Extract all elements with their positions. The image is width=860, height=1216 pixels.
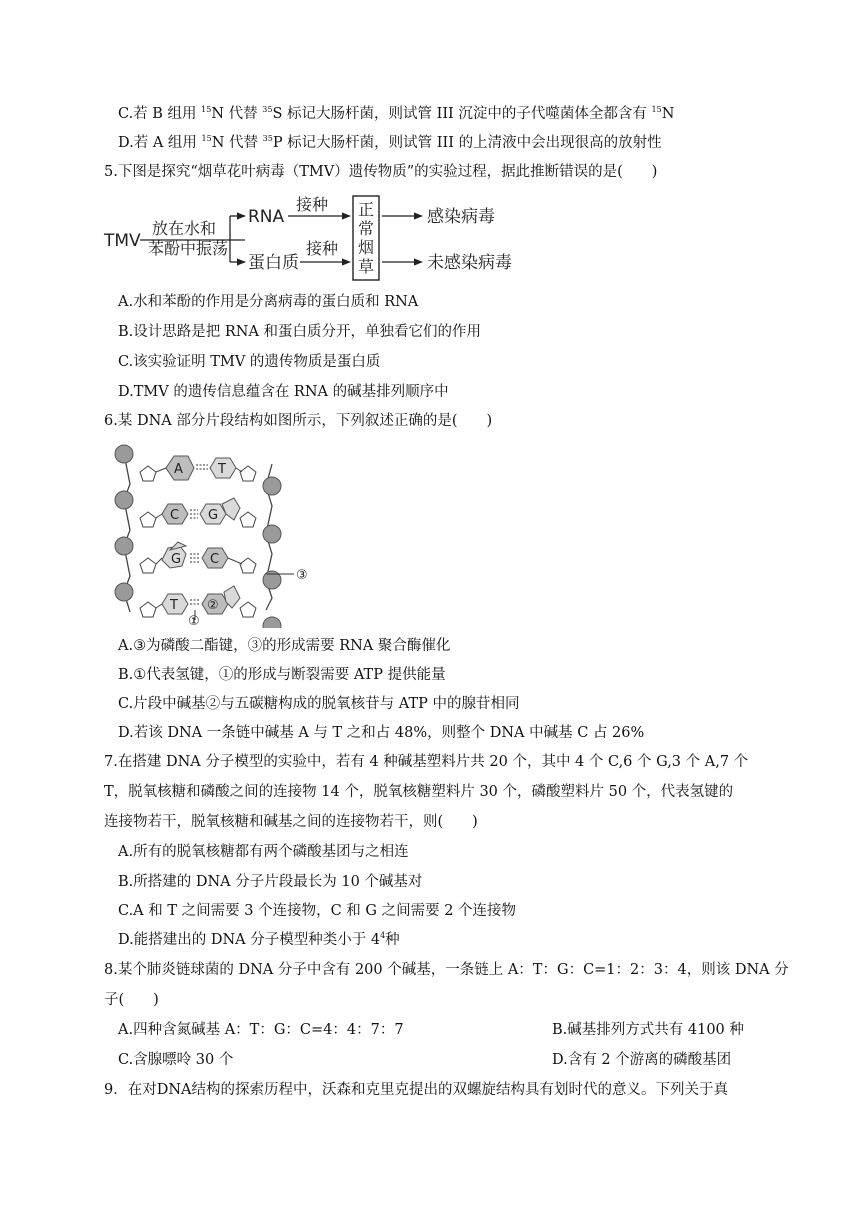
- result-bottom-label: 未感染病毒: [427, 253, 512, 273]
- q7-option-d: D.能搭建出的 DNA 分子模型种类小于 $4^4$种: [118, 931, 400, 948]
- process-text-1: 放在水和: [152, 219, 217, 238]
- q6-option-a: A.③为磷酸二酯键，③的形成需要 RNA 聚合酶催化: [118, 638, 451, 654]
- q5-option-b: B.设计思路是把 RNA 和蛋白质分开，单独看它们的作用: [118, 324, 482, 340]
- q5-option-a: A.水和苯酚的作用是分离病毒的蛋白质和 RNA: [118, 294, 419, 310]
- q7-stem-line-3: 连接物若干，脱氧核糖和碱基之间的连接物若干，则( ): [104, 814, 478, 830]
- protein-label: 蛋白质: [248, 253, 299, 273]
- tmv-label: TMV: [104, 231, 141, 251]
- label-1: ①: [188, 614, 200, 628]
- base-pair-2: [156, 498, 240, 524]
- plant-char-1: 正: [358, 200, 375, 219]
- plant-char-2: 常: [358, 219, 375, 238]
- rna-label: RNA: [248, 207, 285, 227]
- q8-stem-line-1: 8.某个肺炎链球菌的 DNA 分子中含有 200 个碱基，一条链上 A：T：G：C=1：2：3：4，则该 DNA 分: [104, 962, 789, 978]
- base-t-4: T: [170, 598, 178, 613]
- q5-option-c: C.该实验证明 TMV 的遗传物质是蛋白质: [118, 354, 381, 370]
- tmv-experiment-diagram: [100, 190, 520, 284]
- q6-stem: 6.某 DNA 部分片段结构如图所示，下列叙述正确的是( ): [104, 413, 493, 429]
- base-pair-3: [156, 542, 242, 568]
- q7-option-a: A.所有的脱氧核糖都有两个磷酸基团与之相连: [118, 844, 409, 860]
- plant-char-3: 烟: [358, 238, 375, 257]
- q7-option-c: C.A 和 T 之间需要 3 个连接物，C 和 G 之间需要 2 个连接物: [118, 903, 517, 919]
- q7-stem-line-1: 7.在搭建 DNA 分子模型的实验中，若有 4 种碱基塑料片共 20 个，其中 4 个 C,6 个 G,3 个 A,7 个: [104, 754, 749, 770]
- base-c-2: C: [170, 508, 180, 523]
- base-pair-1: [156, 456, 242, 480]
- q4-option-d: D.若 A 组用 $^{15}$N 代替 $^{35}$P 标记大肠杆菌，则试管 III 的上清液中会出现很高的放射性: [118, 134, 662, 151]
- plant-char-4: 草: [358, 257, 375, 276]
- base-g-2: G: [208, 508, 219, 523]
- q8-option-d: D.含有 2 个游离的磷酸基团: [552, 1052, 732, 1068]
- result-top-label: 感染病毒: [427, 207, 495, 227]
- base-a-1: A: [174, 462, 183, 477]
- q7-stem-line-2: T，脱氧核糖和磷酸之间的连接物 14 个，脱氧核糖塑料片 30 个，磷酸塑料片 50 个，代表氢键的: [104, 784, 734, 800]
- q9-stem-line-1: 9．在对DNA结构的探索历程中，沃森和克里克提出的双螺旋结构具有划时代的意义。下列关于真: [104, 1082, 729, 1098]
- q8-stem-line-2: 子( ): [104, 992, 159, 1008]
- base-c-3: C: [210, 552, 220, 567]
- process-text-2: 苯酚中振荡: [148, 239, 229, 258]
- base-2-label: ②: [207, 598, 219, 613]
- q5-stem: 5.下图是探究“烟草花叶病毒（TMV）遗传物质”的实验过程，据此推断错误的是( ): [104, 164, 658, 180]
- dna-structure-diagram: [108, 442, 328, 628]
- q8-option-a: A.四种含氮碱基 A：T：G：C=4：4：7：7: [118, 1022, 404, 1038]
- label-3: ③: [296, 568, 308, 583]
- q6-option-c: C.片段中碱基②与五碳糖构成的脱氧核苷与 ATP 中的腺苷相同: [118, 696, 520, 712]
- q8-option-b: B.碱基排列方式共有 4100 种: [552, 1022, 744, 1038]
- q7-option-b: B.所搭建的 DNA 分子片段最长为 10 个碱基对: [118, 874, 423, 890]
- q4-option-c: C.若 B 组用 $^{15}$N 代替 $^{35}$S 标记大肠杆菌，则试管 III 沉淀中的子代噬菌体全都含有 $^{15}$N: [118, 105, 675, 122]
- q6-option-d: D.若该 DNA 一条链中碱基 A 与 T 之和占 48%，则整个 DNA 中碱基 C 占 26%: [118, 725, 645, 741]
- q5-option-d: D.TMV 的遗传信息蕴含在 RNA 的碱基排列顺序中: [118, 384, 449, 400]
- q6-option-b: B.①代表氢键，①的形成与断裂需要 ATP 提供能量: [118, 667, 446, 683]
- base-g-3: G: [171, 552, 182, 567]
- q8-option-c: C.含腺嘌呤 30 个: [118, 1052, 234, 1068]
- base-t-1: T: [218, 462, 226, 477]
- inoculate-top-label: 接种: [296, 195, 329, 214]
- inoculate-bottom-label: 接种: [306, 239, 339, 258]
